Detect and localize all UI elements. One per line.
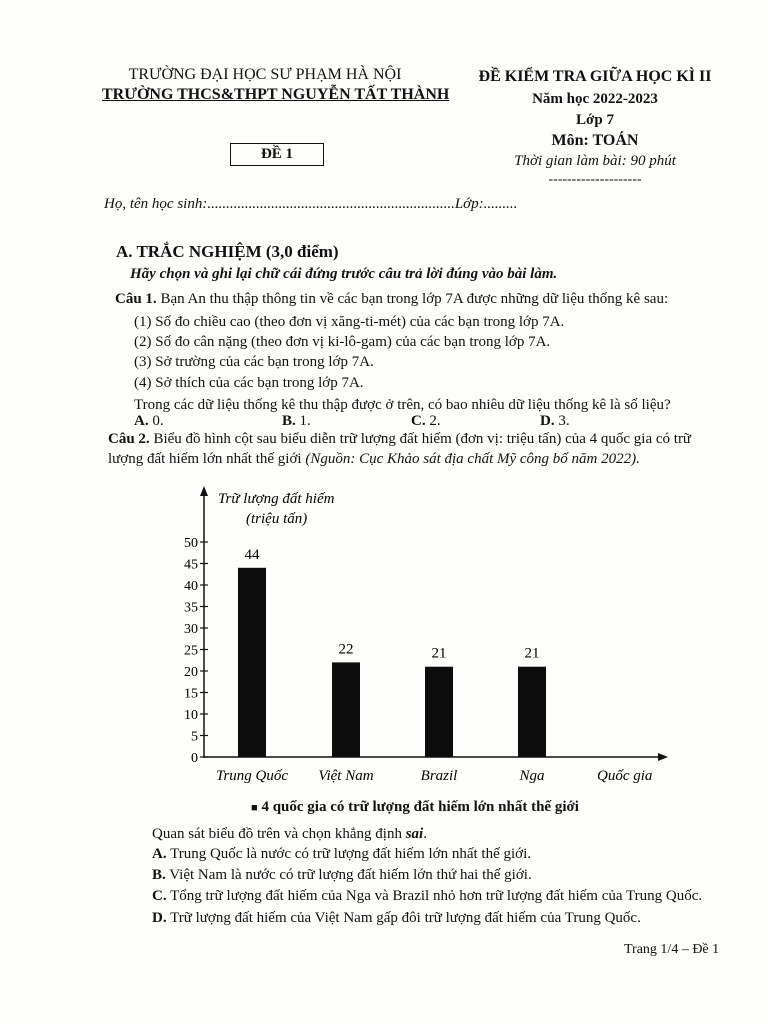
y-tick-label: 15: [184, 686, 198, 702]
q2-prompt-suffix: .: [423, 826, 427, 842]
x-tick-label: Trung Quốc: [215, 768, 289, 784]
option-text: 0.: [152, 413, 164, 429]
y-tick-label: 50: [184, 536, 198, 551]
option-letter: B.: [152, 867, 166, 883]
option-letter: B.: [282, 413, 296, 429]
q2-prompt: [152, 826, 427, 843]
chart-ylabel-line2: (triệu tấn): [246, 511, 308, 527]
q2-source: (Nguồn: Cục Khảo sát địa chất Mỹ công bố năm 2022).: [305, 451, 640, 467]
option-letter: C.: [411, 413, 426, 429]
option-text: 2.: [429, 413, 441, 429]
bar-value-label: 22: [338, 641, 354, 658]
school-year: Năm học 2022-2023: [532, 91, 658, 107]
exam-code-box: ĐỀ 1: [230, 143, 324, 166]
option-letter: A.: [134, 413, 149, 429]
bar: [425, 667, 453, 757]
grade: Lớp 7: [576, 112, 614, 128]
q2-stem-line1: [108, 431, 691, 448]
q1-option-d[interactable]: [540, 413, 570, 430]
y-tick-label: 0: [191, 751, 198, 766]
q2-prompt-prefix: Quan sát biểu đồ trên và chọn khẳng định: [152, 826, 402, 842]
university-name: TRƯỜNG ĐẠI HỌC SƯ PHẠM HÀ NỘI: [128, 66, 402, 83]
chart-x-axis-arrow: [658, 753, 668, 761]
student-name-field[interactable]: ..................................................................: [207, 196, 455, 212]
option-text: Tổng trữ lượng đất hiếm của Nga và Brazil nhỏ hơn trữ lượng đất hiếm của Trung Quốc.: [170, 888, 703, 904]
bar: [238, 568, 266, 757]
subject: Môn: TOÁN: [551, 132, 639, 149]
y-tick-label: 30: [184, 622, 198, 637]
q2-option-d[interactable]: [152, 910, 641, 927]
class-field[interactable]: .........: [483, 196, 518, 212]
q1-option-c[interactable]: [411, 413, 441, 430]
q1-question: Trong các dữ liệu thống kê thu thập được ở trên, có bao nhiêu dữ liệu thống kê là số liệu?: [134, 397, 671, 413]
class-label: Lớp:: [454, 196, 484, 212]
q1-item-3: (3) Sở trường của các bạn trong lớp 7A.: [134, 354, 374, 370]
option-text: Trữ lượng đất hiếm của Việt Nam gấp đôi trữ lượng đất hiếm của Trung Quốc.: [170, 910, 641, 926]
option-letter: A.: [152, 846, 167, 862]
section-a-title: A. TRẮC NGHIỆM (3,0 điểm): [116, 242, 339, 261]
y-tick-label: 35: [184, 600, 198, 616]
q1-label: Câu 1.: [115, 291, 157, 307]
section-a-instruction: Hãy chọn và ghi lại chữ cái đứng trước câu trả lời đúng vào bài làm.: [130, 266, 558, 282]
y-tick-label: 45: [184, 557, 198, 573]
q2-text-1: Biểu đồ hình cột sau biểu diễn trữ lượng đất hiếm (đơn vị: triệu tấn) của 4 quốc gia có trữ: [153, 431, 692, 447]
student-name-label: Họ, tên học sinh:: [104, 196, 208, 212]
q2-label: Câu 2.: [108, 431, 150, 447]
option-letter: D.: [540, 413, 555, 429]
y-tick-label: 25: [184, 643, 198, 659]
q2-option-c[interactable]: [152, 888, 702, 905]
q1-item-4: (4) Sở thích của các bạn trong lớp 7A.: [134, 375, 364, 391]
q1-option-b[interactable]: [282, 413, 311, 430]
option-letter: C.: [152, 888, 167, 904]
bar: [332, 662, 360, 757]
option-text: Trung Quốc là nước có trữ lượng đất hiếm lớn nhất thế giới.: [170, 846, 532, 862]
school-name: TRƯỜNG THCS&THPT NGUYỄN TẤT THÀNH: [102, 86, 450, 103]
chart-xlabel: Quốc gia: [597, 768, 653, 784]
bar-value-label: 21: [431, 645, 447, 662]
x-tick-label: Nga: [519, 768, 545, 784]
x-tick-label: Việt Nam: [318, 768, 374, 784]
y-tick-label: 40: [184, 579, 198, 594]
bar-value-label: 21: [524, 645, 540, 662]
chart-title: [200, 799, 630, 816]
option-text: Việt Nam là nước có trữ lượng đất hiếm lớn thứ hai thế giới.: [169, 867, 532, 883]
chart-y-axis-arrow: [200, 486, 208, 496]
option-text: 1.: [299, 413, 311, 429]
q1-stem: [115, 291, 668, 308]
student-info-line: [104, 196, 517, 213]
q2-text-2: lượng đất hiếm lớn nhất thế giới: [108, 451, 302, 467]
q2-option-b[interactable]: [152, 867, 532, 884]
q2-option-a[interactable]: [152, 846, 531, 863]
q1-item-2: (2) Số đo cân nặng (theo đơn vị ki-lô-gam) của các bạn trong lớp 7A.: [134, 334, 551, 350]
y-tick-label: 10: [184, 708, 198, 723]
duration: Thời gian làm bài: 90 phút: [514, 153, 676, 169]
x-tick-label: Brazil: [420, 768, 458, 784]
q2-stem-line2: [108, 451, 640, 468]
option-letter: D.: [152, 910, 167, 926]
q1-option-a[interactable]: [134, 413, 164, 430]
option-text: 3.: [558, 413, 570, 429]
page-number: Trang 1/4 – Đề 1: [624, 942, 720, 957]
y-tick-label: 5: [191, 729, 198, 745]
bar-value-label: 44: [244, 546, 260, 563]
chart-ylabel-line1: Trữ lượng đất hiếm: [218, 491, 335, 507]
bar: [518, 667, 546, 757]
q2-prompt-emphasis: sai: [405, 826, 424, 842]
q1-item-1: (1) Số đo chiều cao (theo đơn vị xăng-ti-mét) của các bạn trong lớp 7A.: [134, 314, 565, 330]
q1-text: Bạn An thu thập thông tin về các bạn trong lớp 7A được những dữ liệu thống kê sau:: [160, 291, 669, 307]
chart-title-marker: ■: [251, 802, 258, 814]
y-tick-label: 20: [184, 665, 198, 680]
chart-title-text: 4 quốc gia có trữ lượng đất hiếm lớn nhất thế giới: [261, 799, 579, 815]
exam-title: ĐỀ KIỂM TRA GIỮA HỌC KÌ II: [478, 68, 712, 85]
header-divider: --------------------: [548, 172, 642, 187]
